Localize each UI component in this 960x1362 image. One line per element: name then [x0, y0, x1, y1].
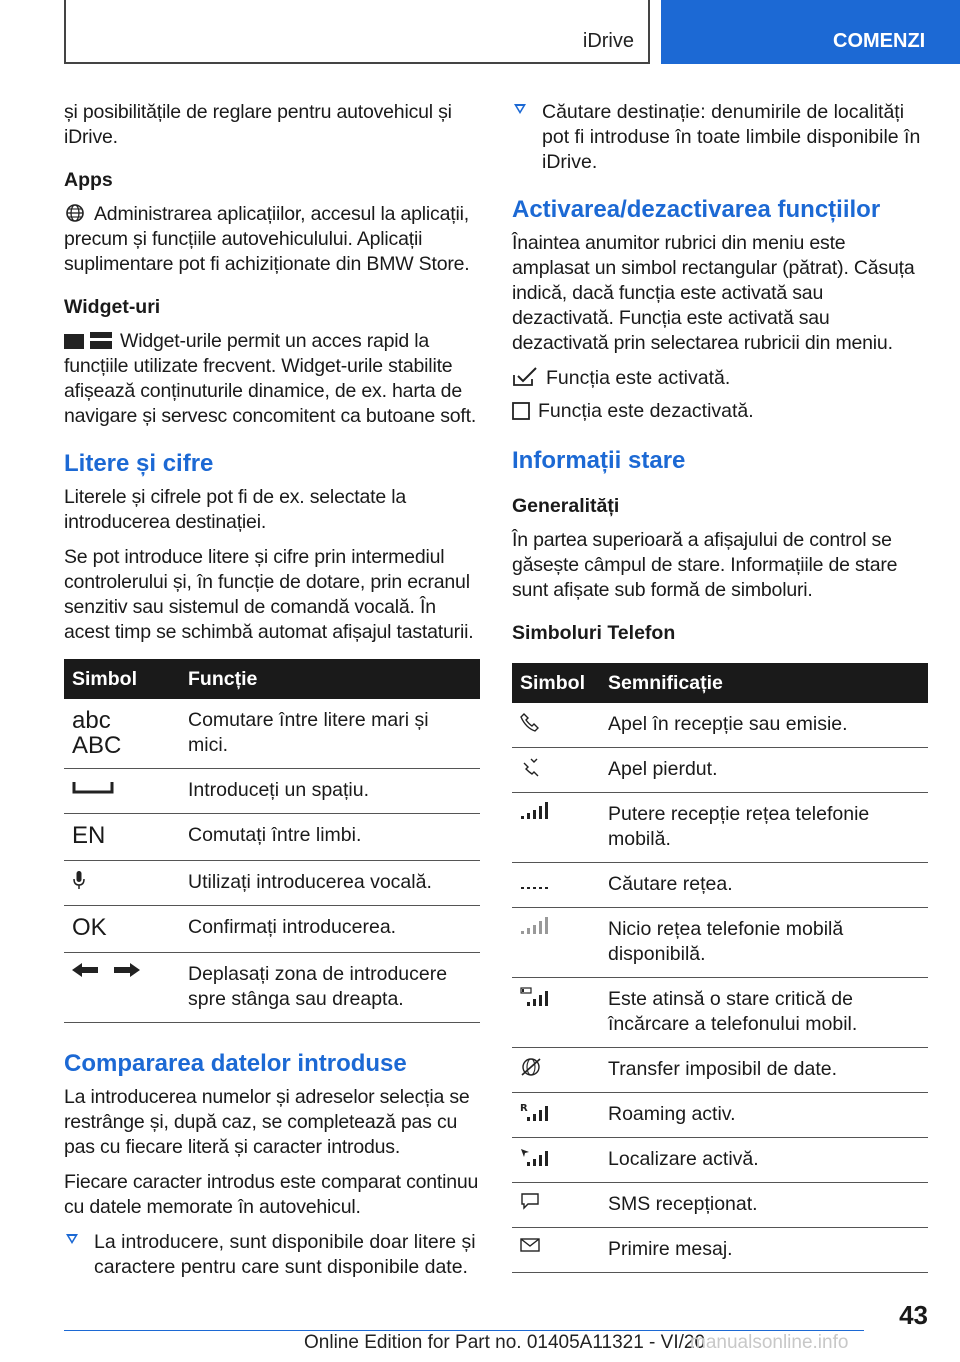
table-row [512, 1093, 928, 1138]
network-search-icon [520, 872, 592, 890]
table-row [512, 703, 928, 748]
letters-heading: Litere și cifre [64, 450, 214, 477]
checkbox-checked-icon [512, 367, 538, 387]
no-network-icon [520, 917, 592, 935]
table-header-symbol: Simbol [512, 663, 600, 703]
table-cell-meaning: Primire mesaj. [600, 1228, 928, 1273]
table-row [64, 769, 480, 814]
status-heading: Informații stare [512, 447, 686, 474]
location-active-icon [520, 1147, 592, 1167]
arrow-left-icon [72, 962, 98, 978]
compare-bullet: La introducere, sunt disponibile doar litere și caractere pentru care sunt disponibile date. [64, 1230, 480, 1280]
table-row [64, 953, 480, 1023]
phone-symbols-table [512, 663, 928, 1273]
header-chapter-tab: COMENZI [661, 0, 960, 64]
letters-paragraph-1: Literele și cifrele pot fi de ex. selectate la introducerea destinației. [64, 486, 406, 533]
table-cell-function: Confirmați introducerea. [180, 906, 480, 953]
table-cell-meaning: SMS recepționat. [600, 1183, 928, 1228]
table-cell-meaning: Localizare activă. [600, 1138, 928, 1183]
compare-paragraph-1: La introducerea numelor și adreselor selecția se restrânge și, după caz, se completează pas cu pas cu fiecare literă și caracter introdus. [64, 1086, 470, 1158]
arrow-right-icon [114, 962, 140, 978]
table-cell-meaning: Roaming activ. [600, 1093, 928, 1138]
lowercase-abc: abc [72, 707, 111, 734]
compare-paragraph-2: Fiecare caracter introdus este comparat continuu cu datele memorate în autovehicul. [64, 1171, 479, 1218]
header-section-label: iDrive [582, 30, 634, 52]
table-header-meaning: Semnificație [600, 663, 928, 703]
intro-paragraph: și posibilitățile de reglare pentru autovehicul și iDrive. [64, 101, 452, 148]
widgets-heading: Widget-uri [64, 296, 161, 318]
svg-text:R: R [520, 1103, 528, 1114]
compare-heading: Compararea datelor introduse [64, 1050, 407, 1077]
table-row [64, 814, 480, 861]
missed-call-icon [520, 757, 592, 777]
table-cell-meaning: Apel în recepție sau emisie. [600, 703, 928, 748]
page-number: 43 [899, 1300, 928, 1330]
sms-icon [520, 1192, 592, 1210]
table-row [512, 1183, 928, 1228]
table-row [512, 1048, 928, 1093]
table-cell-function: Utilizați introducerea vocală. [180, 861, 480, 906]
table-cell-function: Deplasați zona de introducere spre stânga sau dreapta. [180, 953, 480, 1023]
table-row [64, 906, 480, 953]
space-bar-icon [72, 778, 172, 796]
apps-text: Administrarea aplicațiilor, accesul la aplicații, precum și funcțiile autovehiculului. Aplicații suplimentare pot fi achiziționate din BMW Store. [64, 203, 470, 275]
right-column [512, 100, 928, 1285]
general-paragraph: În partea superioară a afișajului de control se găsește câmpul de stare. Informațiile de stare sunt afișate sub formă de simboluri. [512, 529, 898, 601]
microphone-icon [72, 870, 172, 890]
header-frame [64, 0, 650, 64]
apps-heading: Apps [64, 169, 113, 191]
keyboard-symbols-table [64, 659, 480, 1023]
checkbox-inactive-row: Funcția este dezactivată. [512, 399, 928, 424]
toggle-paragraph: Înaintea anumitor rubrici din meniu este amplasat un simbol rectangular (pătrat). Căsuța indică, dacă funcția este activată sau dezactivată. Funcția este activată sau dezactivată prin selectarea rubricii din meniu. [512, 232, 915, 354]
bullet-triangle-icon [514, 104, 526, 114]
table-cell-meaning: Transfer imposibil de date. [600, 1048, 928, 1093]
footer-divider [64, 1330, 864, 1331]
table-cell-meaning: Căutare rețea. [600, 863, 928, 908]
table-header-function: Funcție [180, 659, 480, 699]
table-row [64, 861, 480, 906]
table-row [512, 1228, 928, 1273]
no-data-transfer-icon [520, 1057, 592, 1077]
checkbox-empty-icon [512, 402, 530, 420]
table-cell-meaning: Putere recepție rețea telefonie mobilă. [600, 793, 928, 863]
general-heading: Generalități [512, 495, 620, 517]
table-header-row [64, 659, 480, 699]
table-row [512, 978, 928, 1048]
phone-call-icon [520, 712, 592, 732]
destination-bullet: Căutare destinație: denumirile de localități pot fi introduse în toate limbile disponibile în iDrive. [512, 100, 928, 175]
case-toggle-symbol [64, 699, 180, 769]
letters-paragraph-2: Se pot introduce litere și cifre prin intermediul controlerului și, în funcție de dotare, prin ecranul senzitiv sau sistemul de comandă vocală. În acest timp se schimbă automat afișajul tastaturii. [64, 546, 474, 643]
table-cell-function: Introduceți un spațiu. [180, 769, 480, 814]
mail-icon [520, 1237, 592, 1253]
roaming-icon [520, 1102, 592, 1122]
apps-globe-icon [64, 203, 86, 223]
table-row [512, 1138, 928, 1183]
table-row [512, 748, 928, 793]
table-row [64, 699, 480, 769]
table-cell-meaning: Este atinsă o stare critică de încărcare a telefonului mobil. [600, 978, 928, 1048]
confirm-symbol: OK [72, 914, 107, 941]
table-row [512, 863, 928, 908]
toggle-heading: Activarea/dezactivarea funcțiilor [512, 196, 881, 223]
uppercase-abc: ABC [72, 732, 122, 759]
left-column [64, 100, 480, 1290]
table-cell-meaning: Nicio rețea telefonie mobilă disponibilă. [600, 908, 928, 978]
table-row [512, 793, 928, 863]
apps-paragraph [64, 202, 480, 277]
bullet-triangle-icon [66, 1234, 78, 1244]
table-cell-function: Comutare între litere mari și mici. [180, 699, 480, 769]
phone-symbols-heading: Simboluri Telefon [512, 622, 676, 644]
low-battery-icon [520, 987, 592, 1007]
footer-edition: Online Edition for Part no. 01405A11321 - VI/20 [304, 1332, 706, 1353]
language-symbol: EN [72, 822, 106, 849]
widgets-tiles-icon [64, 332, 112, 350]
table-row [512, 908, 928, 978]
table-cell-function: Comutați între limbi. [180, 814, 480, 861]
signal-strength-icon [520, 802, 592, 820]
widgets-text: Widget-urile permit un acces rapid la funcțiile utilizate frecvent. Widget-urile stabilite afișează conținuturile dinamice, de ex. harta de navigare și servesc concomitent ca butoane soft. [64, 330, 477, 427]
table-cell-meaning: Apel pierdut. [600, 748, 928, 793]
table-header-symbol: Simbol [64, 659, 180, 699]
table-header-row [512, 663, 928, 703]
widgets-paragraph [64, 329, 480, 429]
footer-watermark: manualsonline.info [690, 1332, 849, 1353]
checkbox-active-row: Funcția este activată. [512, 366, 928, 391]
